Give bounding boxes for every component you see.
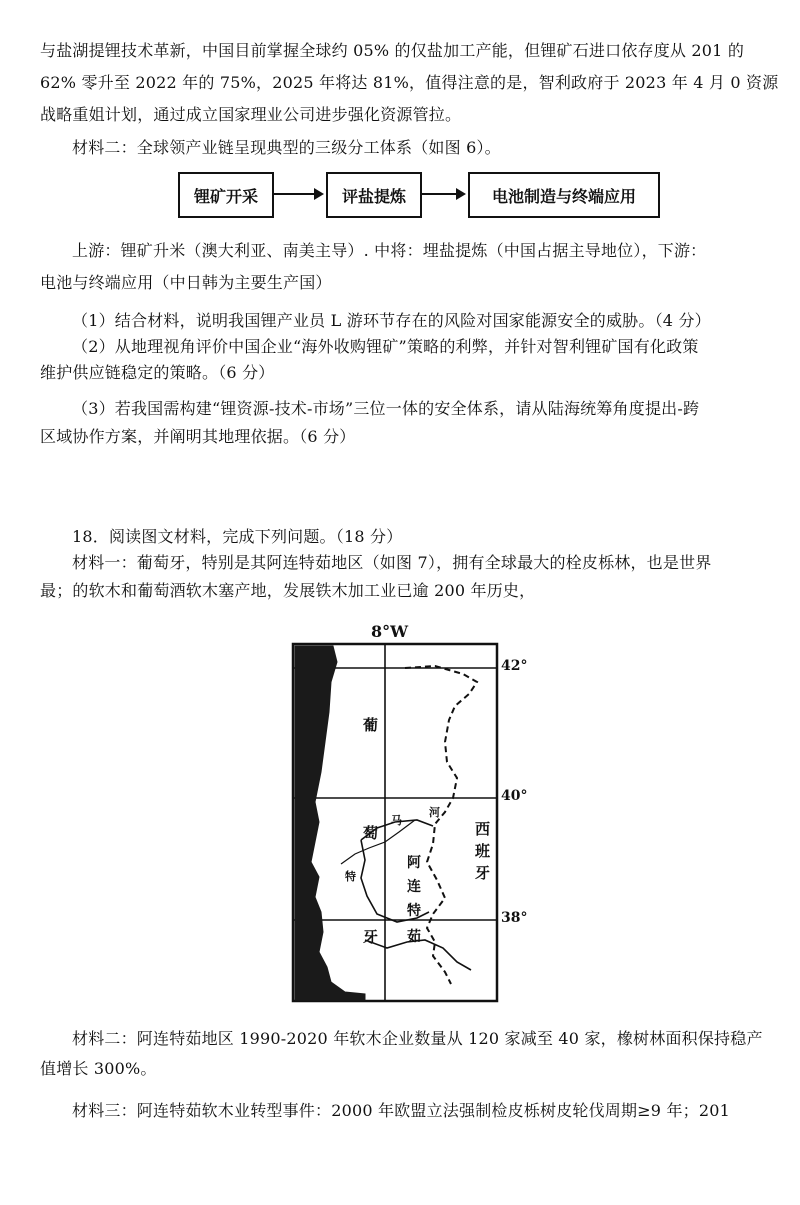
flow-arrow-2 — [420, 193, 464, 195]
flow-box-battery: 电池制造与终端应用 — [468, 172, 660, 218]
alentejo-label-3: 特 — [407, 903, 421, 919]
latitude-42-label: 42° — [501, 658, 528, 674]
portugal-label-3: 牙 — [363, 928, 379, 946]
spain-label-2: 班 — [475, 842, 491, 860]
material-2-line-2: 值增长 300%。 — [40, 1059, 157, 1078]
spain-label-1: 西 — [475, 820, 491, 838]
river-label-2: 马 — [391, 814, 402, 827]
map-svg — [285, 622, 540, 1007]
alentejo-label-2: 连 — [407, 879, 421, 895]
latitude-38-label: 38° — [501, 910, 528, 926]
question-3-cont: 区域协作方案，并阐明其地理依据。（6 分） — [40, 427, 356, 446]
latitude-40-label: 40° — [501, 788, 528, 804]
alentejo-label-1: 阿 — [407, 855, 421, 871]
river-label-3: 特 — [345, 870, 356, 883]
longitude-label: 8°W — [371, 622, 409, 641]
portugal-label-1: 葡 — [363, 716, 379, 734]
portugal-label-2: 萄 — [363, 824, 379, 842]
spain-label-3: 牙 — [475, 864, 491, 882]
question-18-heading: 18．阅读图文材料，完成下列问题。（18 分） — [72, 527, 403, 546]
material-2-line-1: 材料二：阿连特茹地区 1990-2020 年软木企业数量从 120 家减至 40 家，橡树林面积保持稳产 — [72, 1029, 763, 1048]
text-line-5: 上游：锂矿升米（澳大利亚、南美主导）. 中将：埋盐提炼（中国占据主导地位），下游： — [72, 241, 707, 260]
question-3: （3）若我国需构建“锂资源-技术-市场”三位一体的安全体系，请从陆海统筹角度提出-跨 — [72, 399, 700, 418]
river-label-1: 河 — [429, 806, 440, 819]
text-line-6: 电池与终端应用（中日韩为主要生产国） — [40, 273, 332, 292]
text-line-1: 与盐湖提锂技术革新，中国目前掌握全球约 05% 的仅盐加工产能，但锂矿石进口依存度从 201 的 — [40, 41, 745, 60]
flow-box-refining: 评盐提炼 — [326, 172, 422, 218]
material-1-line-1: 材料一：葡萄牙，特别是其阿连特茹地区（如图 7），拥有全球最大的栓皮栎林，也是世界 — [72, 553, 712, 572]
material-3-line-1: 材料三：阿连特茹软木业转型事件：2000 年欧盟立法强制检皮栎树皮轮伐周期≥9 年；201 — [72, 1101, 731, 1120]
alentejo-label-4: 茹 — [407, 929, 421, 945]
ocean-area — [295, 646, 365, 1000]
text-line-3: 战略重姐计划，通过成立国家理业公司进步强化资源管拉。 — [40, 105, 462, 124]
text-line-2: 62% 零升至 2022 年的 75%，2025 年将达 81%，值得注意的是，智利政府于 2023 年 4 月 0 资源 — [40, 73, 779, 92]
question-2: （2）从地理视角评价中国企业“海外收购锂矿”策略的利弊，并针对智利锂矿国有化政策 — [72, 337, 699, 356]
text-line-4: 材料二：全球领产业链呈现典型的三级分工体系（如图 6）。 — [72, 138, 501, 157]
question-1: （1）结合材料，说明我国锂产业员 L 游环节存在的风险对国家能源安全的威胁。（4 分） — [72, 311, 711, 330]
map-figure — [285, 622, 540, 1007]
flow-arrow-1 — [272, 193, 322, 195]
flow-box-mining: 锂矿开采 — [178, 172, 274, 218]
material-1-line-2: 最；的软木和葡萄酒软木塞产地，发展铁木加工业已逾 200 年历史， — [40, 581, 536, 600]
question-2-cont: 维护供应链稳定的策略。（6 分） — [40, 363, 275, 382]
